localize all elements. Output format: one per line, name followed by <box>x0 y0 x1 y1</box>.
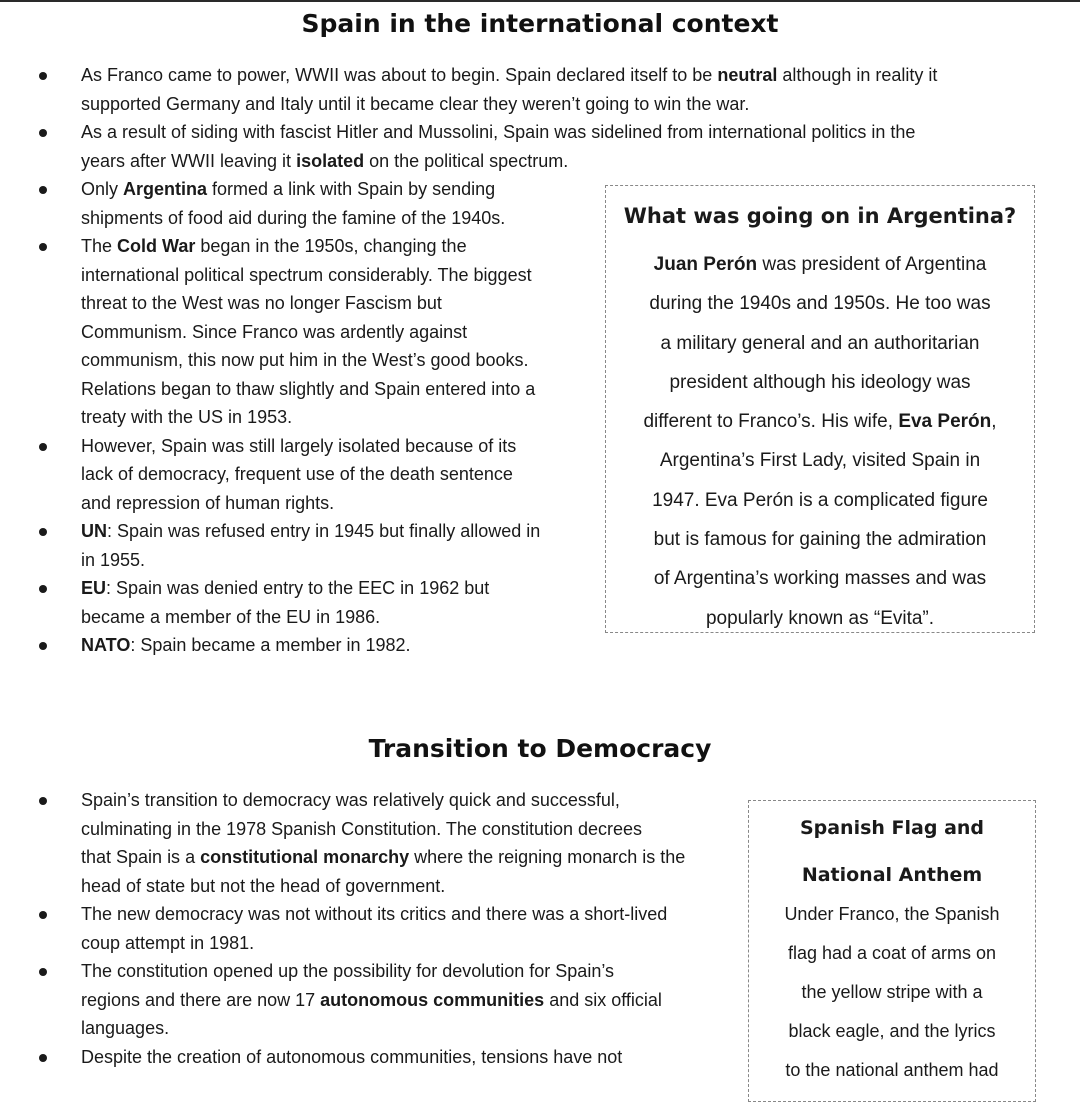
bullet-dot-icon <box>39 243 47 251</box>
flag-anthem-info-box <box>748 800 1036 1102</box>
bullet-text-line: As Franco came to power, WWII was about to begin. Spain declared itself to be neutral although in reality it <box>81 65 938 85</box>
box-text-line: different to Franco’s. His wife, Eva Perón, <box>643 411 997 433</box>
box-text-line: popularly known as “Evita”. <box>705 607 935 629</box>
box-text-line: black eagle, and the lyrics <box>788 1021 996 1041</box>
bullet-text-line: lack of democracy, frequent use of the death sentence <box>81 464 513 484</box>
bullet-text-line: international political spectrum considerably. The biggest <box>81 264 532 285</box>
bullet-item <box>0 61 937 118</box>
bullet-text-line: became a member of the EU in 1986. <box>81 606 381 627</box>
box-text-line: but is famous for gaining the admiration <box>653 529 987 551</box>
bullet-text-line: languages. <box>81 1018 170 1038</box>
box-text-line: Argentina’s First Lady, visited Spain in <box>659 450 981 472</box>
bullet-text-line: culminating in the 1978 Spanish Constitution. The constitution decrees <box>81 818 643 839</box>
bullet-item <box>0 900 685 957</box>
bullet-text-line: Only Argentina formed a link with Spain by sending <box>81 179 496 199</box>
bullet-text-line: Relations began to thaw slightly and Spain entered into a <box>81 378 536 399</box>
heading-transition-democracy: Transition to Democracy <box>368 734 712 763</box>
box-text-line: of Argentina’s working masses and was <box>653 568 987 590</box>
bullet-item <box>0 118 937 175</box>
box-text-line: a military general and an authoritarian <box>660 332 980 354</box>
flag-box-title-line-1: Spanish Flag and <box>799 817 985 839</box>
bullet-text-line: The Cold War began in the 1950s, changing the <box>81 236 467 256</box>
bullet-text-line: NATO: Spain became a member in 1982. <box>81 635 411 655</box>
bullet-text-line: The constitution opened up the possibility for devolution for Spain’s <box>81 961 615 981</box>
bullet-text-line: shipments of food aid during the famine of the 1940s. <box>81 207 506 228</box>
box-text-line: to the national anthem had <box>785 1060 999 1080</box>
bullet-item <box>0 1043 685 1072</box>
bullet-dot-icon <box>39 443 47 451</box>
bold-term: Eva Perón <box>898 411 992 433</box>
bullet-item <box>0 786 685 900</box>
bullet-text-line: threat to the West was no longer Fascism but <box>81 293 442 313</box>
bold-term: Argentina <box>123 179 208 199</box>
bullet-item <box>0 957 685 1043</box>
argentina-box-body <box>606 245 1034 638</box>
bold-term: NATO <box>81 635 131 655</box>
bold-term: EU <box>81 578 107 598</box>
bullet-text-line: Spain’s transition to democracy was relatively quick and successful, <box>81 790 620 810</box>
bullet-text-line: EU: Spain was denied entry to the EEC in 1962 but <box>81 578 490 598</box>
bullet-text-line: As a result of siding with fascist Hitler and Mussolini, Spain was sidelined from international politics in the <box>81 122 916 142</box>
bullet-dot-icon <box>39 797 47 805</box>
bold-term: Cold War <box>117 236 196 256</box>
bullet-dot-icon <box>39 186 47 194</box>
bullet-text-line: and repression of human rights. <box>81 492 335 513</box>
box-text-line: president although his ideology was <box>669 371 971 393</box>
bullet-list-transition <box>0 786 685 1071</box>
bullet-text-line: years after WWII leaving it isolated on the political spectrum. <box>81 150 569 171</box>
bullet-text-line: The new democracy was not without its critics and there was a short-lived <box>81 904 668 924</box>
bullet-text-line: Communism. Since Franco was ardently against <box>81 321 468 342</box>
bold-term: constitutional monarchy <box>200 847 410 867</box>
bullet-dot-icon <box>39 528 47 536</box>
bullet-text-line: communism, this now put him in the West’s good books. <box>81 350 529 370</box>
bullet-dot-icon <box>39 968 47 976</box>
heading-international-context: Spain in the international context <box>301 9 779 38</box>
flag-box-title-line-2: National Anthem <box>801 864 983 886</box>
box-text-line: flag had a coat of arms on <box>787 943 997 963</box>
box-text-line: Under Franco, the Spanish <box>784 904 1000 924</box>
flag-box-body <box>749 895 1035 1090</box>
box-text-line: during the 1940s and 1950s. He too was <box>649 293 991 315</box>
bold-term: autonomous communities <box>320 989 545 1010</box>
box-text-line: the yellow stripe with a <box>801 982 983 1002</box>
bullet-text-line: head of state but not the head of government. <box>81 875 446 896</box>
bullet-text-line: Despite the creation of autonomous communities, tensions have not <box>81 1046 623 1067</box>
bold-term: UN <box>81 521 107 541</box>
bullet-dot-icon <box>39 1054 47 1062</box>
bullet-text-line: in 1955. <box>81 549 146 570</box>
bullet-text-line: However, Spain was still largely isolated because of its <box>81 435 517 456</box>
bullet-dot-icon <box>39 72 47 80</box>
argentina-info-box <box>605 185 1035 633</box>
bullet-text-line: regions and there are now 17 autonomous communities and six official <box>81 989 662 1010</box>
bullet-text-line: that Spain is a constitutional monarchy where the reigning monarch is the <box>81 847 686 867</box>
argentina-box-title: What was going on in Argentina? <box>623 204 1017 228</box>
bullet-dot-icon <box>39 642 47 650</box>
bullet-text-line: UN: Spain was refused entry in 1945 but finally allowed in <box>81 521 541 541</box>
bullet-text-line: treaty with the US in 1953. <box>81 407 293 427</box>
bullet-dot-icon <box>39 129 47 137</box>
box-text-line: Juan Perón was president of Argentina <box>653 254 987 275</box>
bold-term: isolated <box>296 150 365 171</box>
bold-term: neutral <box>717 65 778 85</box>
bullet-dot-icon <box>39 585 47 593</box>
bullet-text-line: coup attempt in 1981. <box>81 932 255 953</box>
bullet-dot-icon <box>39 911 47 919</box>
bullet-text-line: supported Germany and Italy until it became clear they weren’t going to win the war. <box>81 93 750 114</box>
bold-term: Juan Perón <box>653 254 758 275</box>
box-text-line: 1947. Eva Perón is a complicated figure <box>652 489 988 511</box>
top-rule <box>0 0 1080 2</box>
